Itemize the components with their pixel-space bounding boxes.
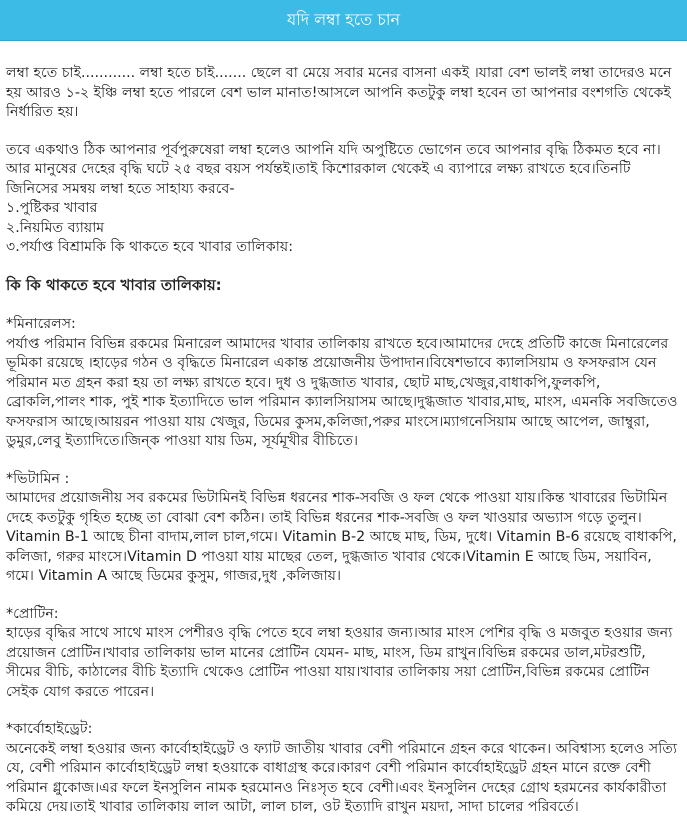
vitamin-section <box>6 470 681 587</box>
list-item: ১.পুষ্টিকর খাবার <box>6 200 98 216</box>
second-paragraph <box>6 141 681 200</box>
food-list-heading: কি কি থাকতে হবে খাবার তালিকায়: <box>6 275 222 294</box>
carbohydrate-text: অনেকেই লম্বা হওয়ার জন্য কার্বোহাইড্রেট ও ফ্যাট জাতীয় খাবার বেশী পরিমানে গ্রহন করে থাকেন। অবিশ্বাস্য হলেও সত্যি যে, বেশী পরিমান কার্বোহাইড্রেট লম্বা হওয়াকে বাধাগ্রস্থ করে।কারণ বেশী পরিমান কার্বোহাইড্রেট গ্রহন মানে রক্তে বেশী পরিমান গ্লুকোজ।এর ফলে ইনসুলিন নামক হরমোনও নিঃসৃত হবে বেশী।এবং ইনসুলিন দেহের গ্রোথ হরমনের কার্যকারীতা কমিয়ে দেয়।তাই খাবার তালিকায় লাল আটা, লাল চাল, ওট ইত্যাদি রাখুন ময়দা, সাদা চালের পরিবর্তে। <box>6 740 678 815</box>
article-content[interactable] <box>0 40 687 815</box>
protein-title: *প্রোটিন: <box>6 605 59 622</box>
app-bar-title: যদি লম্বা হতে চান <box>286 9 401 29</box>
list-item: ২.নিয়মিত ব্যায়াম <box>6 219 105 236</box>
minerals-text: পর্যাপ্ত পরিমান বিভিন্ন রকমের মিনারেল আমাদের খাবার তালিকায় রাখতে হবে।আমাদের দেহে প্রতিটি কাজে মিনারেলের ভূমিকা রয়েছে ।হাড়ের গঠন ও বৃদ্ধিতে মিনারেল একান্ত প্রয়োজনীয় উপাদান।বিষেশভাবে ক্যালসিয়াম ও ফসফরাস যেন পরিমান মত গ্রহন করা হয় তা লক্ষ্য রাখতে হবে। দুধ ও দুগ্ধজাত খাবার, ছোট মাছ,খেজুর,বাধাকপি,ফুলকপি, ব্রোকলি,পালং শাক, পুই শাক ইত্যাদিতে ভাল পরিমান ক্যালসিয়াসম আছে।দুগ্ধজাত খাবার,মাছ, মাংস, এমনকি সবজিতেও ফসফরাস আছে।আয়রন পাওয়া যায় খেজুর, ডিমের কুসম,কলিজা,পরুর মাংসে।ম্যাগনেসিয়াম আছে আপেল, জাম্বুরা, ডুমুর,লেবু ইত্যাদিতে।জিন্ক পাওয়া যায় ডিম, সূর্যমূখীর বীচিতে। <box>6 335 678 449</box>
carbohydrate-section <box>6 720 681 818</box>
protein-text: হাড়ের বৃদ্ধির সাথে সাথে মাংস পেশীরও বৃদ্ধি পেতে হবে লম্বা হওয়ার জন্য।আর মাংস পেশির বৃদ্ধি ও মজবুত হওয়ার জন্য প্রয়োজন প্রোটিন।খাবার তালিকায় ভাল মানের প্রোটিন যেমন- মাছ, মাংস, ডিম রাখুন।বিভিন্ন রকমের ডাল,মটরশুটি, সীমের বীচি, কাঠালের বীচি ইত্যাদি থেকেও প্রোটিন পাওয়া যায়।খাবার তালিকায় সয়া প্রোটিন,বিভিন্ন রকমের প্রোটিন সেইক যোগ করতে পারেন। <box>6 625 673 700</box>
intro-paragraph: লম্বা হতে চাই............ লম্বা হতে চাই....... ছেলে বা মেয়ে সবার মনের বাসনা একই ।যারা বেশ ভালই লম্বা তাদেরও মনে হয় আরও ১-২ ইঞ্চি লম্বা হতে পারলে বেশ ভাল মানাত!আসলে আপনি কতটুকু লম্বা হবেন তা আপনার বংশগতি থেকেই নির্ধারিত হয়। <box>6 65 672 120</box>
app-bar <box>0 0 687 41</box>
minerals-section <box>6 315 681 452</box>
protein-section <box>6 605 681 703</box>
requirements-list <box>6 199 681 258</box>
carbohydrate-title: *কার্বোহাইড্রেট: <box>6 721 93 737</box>
vitamin-text: আমাদের প্রয়োজনীয় সব রকমের ভিটামিনই বিভিন্ন ধরনের শাক-সবজি ও ফল থেকে পাওয়া যায়।কিন্ত খাবারের ভিটামিন দেহে কতটুকু গৃহিত হচ্ছে তা বোঝা বেশ কঠিন। তাই বিভিন্ন ধরনের শাক-সবজি ও ফল খাওয়ার অভ্যাস গড়ে তুলুন।Vitamin B-1 আছে চীনা বাদাম,লাল চাল,গমে। Vitamin B-2 আছে মাছ, ডিম, দুধে। Vitamin B-6 রয়েছে বাধাকপি, কলিজা, গরুর মাংসে।Vitamin D পাওয়া যায় মাছের তেল, দুগ্ধজাত খাবার থেকে।Vitamin E আছে ডিম, সয়াবিন, গমে। Vitamin A আছে ডিমের কুসুম, গাজর,দুধ ,কলিজায়। <box>6 490 677 584</box>
minerals-title: *মিনারেলস: <box>6 316 76 332</box>
list-item: ৩.পর্যাপ্ত বিশ্রামকি কি থাকতে হবে খাবার তালিকায়: <box>6 239 294 255</box>
vitamin-title: *ভিটামিন : <box>6 470 70 487</box>
second-paragraph-text: তবে একথাও ঠিক আপনার পূর্বপুরুষেরা লম্বা হলেও আপনি যদি অপুষ্টিতে ভোগেন তবে আপনার বৃদ্ধি ঠিকমত হবে না।আর মানুষের দেহের বৃদ্ধি ঘটে ২৫ বছর বয়স পর্যন্তই।তাই কিশোরকাল থেকেই এ ব্যাপারে লক্ষ্য রাখতে হবে।তিনটি জিনিসের সমন্বয় লম্বা হতে সাহায্য করবে- <box>6 141 661 197</box>
